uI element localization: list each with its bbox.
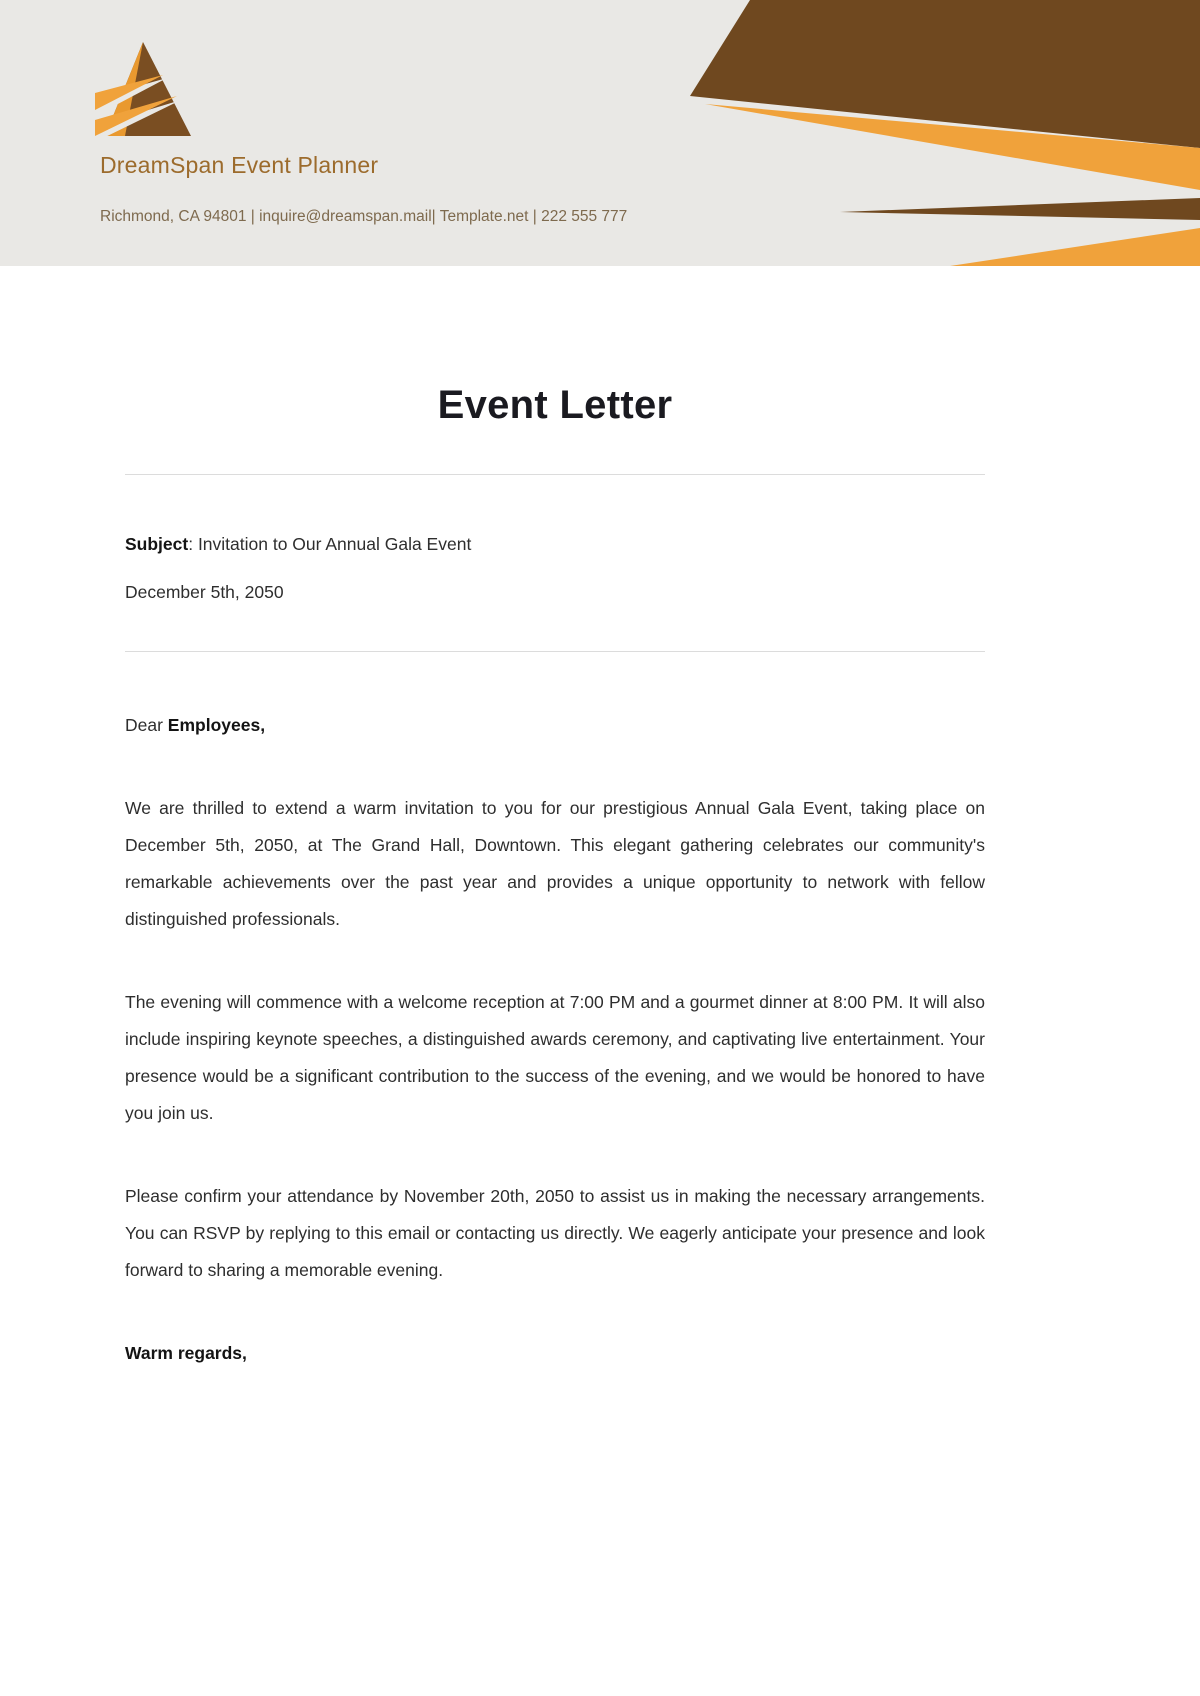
- contact-line: Richmond, CA 94801 | inquire@dreamspan.mail| Template.net | 222 555 777: [100, 208, 628, 225]
- paragraph-2: The evening will commence with a welcome reception at 7:00 PM and a gourmet dinner at 8:00 PM. It will also include inspiring keynote speeches, a distinguished awards ceremony, and captivating live entertainment. Your presence would be a significant contribution to the success of the evening, and we would be honored to have you join us.: [125, 992, 985, 1123]
- salutation: [125, 707, 985, 744]
- salutation-name: Employees,: [167, 715, 266, 735]
- company-logo-pyramid-icon: [95, 38, 199, 140]
- divider-middle: [125, 651, 985, 652]
- letter-title: Event Letter: [437, 383, 673, 427]
- paragraph-1: We are thrilled to extend a warm invitation to you for our prestigious Annual Gala Event, taking place on December 5th, 2050, at The Grand Hall, Downtown. This elegant gathering celebrates our community's remarkable achievements over the past year and provides a unique opportunity to network with fellow distinguished professionals.: [125, 798, 985, 929]
- paragraph-3: Please confirm your attendance by November 20th, 2050 to assist us in making the necessary arrangements. You can RSVP by replying to this email or contacting us directly. We eagerly anticipate your presence and look forward to sharing a memorable evening.: [125, 1186, 985, 1280]
- salutation-prefix: Dear: [125, 715, 168, 735]
- divider-top: [125, 474, 985, 475]
- closing: Warm regards,: [125, 1343, 247, 1363]
- corner-decoration: [680, 0, 1200, 266]
- subject-label: Subject: [125, 534, 189, 554]
- letter-content: [0, 382, 1200, 1372]
- letterhead: [0, 0, 1200, 266]
- company-name: DreamSpan Event Planner: [100, 152, 379, 178]
- subject-line: [125, 526, 985, 563]
- letter-date: December 5th, 2050: [125, 582, 284, 602]
- subject-value: : Invitation to Our Annual Gala Event: [188, 534, 472, 554]
